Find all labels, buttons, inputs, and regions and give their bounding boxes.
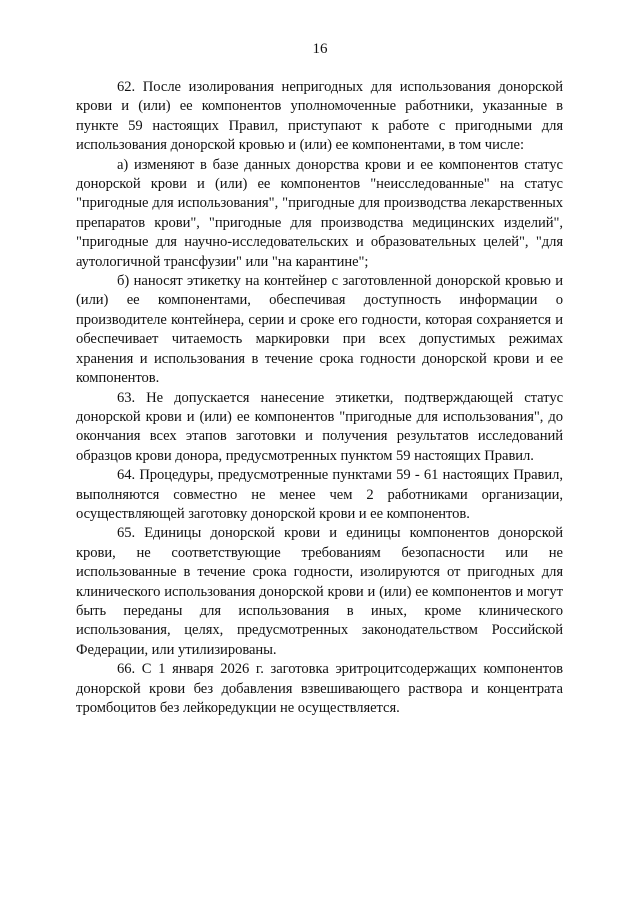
paragraph-62-item-a: а) изменяют в базе данных донорства крови и ее компонентов статус донорской крови и (или) ее компонентов "неисследованные" на статус "пригодные для использования", "пригодные для производства лекарственных препаратов крови", "пригодные для производства медицинских изделий", "пригодные для научно-исследовательских и образовательных целей", "для аутологичной трансфузии" или "на карантине"; <box>76 156 563 270</box>
paragraph-64: 64. Процедуры, предусмотренные пунктами 59 - 61 настоящих Правил, выполняются совместно не менее чем 2 работниками организации, осуществляющей заготовку донорской крови и ее компонентов. <box>76 467 563 522</box>
page-number: 16 <box>312 41 328 57</box>
paragraph-66: 66. С 1 января 2026 г. заготовка эритроцитсодержащих компонентов донорской крови без добавления взвешивающего раствора и концентрата тромбоцитов без лейкоредукции не осуществляется. <box>76 661 563 716</box>
paragraph-65: 65. Единицы донорской крови и единицы компонентов донорской крови, не соответствующие требованиям безопасности или не использованные в течение срока годности, изолируются от пригодных для клинического использования донорской крови и (или) ее компонентов и могут быть переданы для использования в иных, кроме клинического использования, целях, предусмотренных законодательством Российской Федерации, или утилизированы. <box>76 525 563 658</box>
paragraph-62-item-b: б) наносят этикетку на контейнер с заготовленной донорской кровью и (или) ее компонентами, обеспечивая доступность информации о производителе контейнера, серии и сроке его годности, которая сохраняется и обеспечивает читаемость маркировки при всех допустимых режимах хранения и использования в течение срока годности донорской крови и ее компонентов. <box>76 273 563 387</box>
paragraph-62: 62. После изолирования непригодных для использования донорской крови и (или) ее компонентов уполномоченные работники, указанные в пункте 59 настоящих Правил, приступают к работе с пригодными для использования донорской кровью и (или) ее компонентами, в том числе: <box>76 79 563 154</box>
paragraph-63: 63. Не допускается нанесение этикетки, подтверждающей статус донорской крови и (или) ее компонентов "пригодные для использования", до окончания всех этапов заготовки и получения результатов исследований образцов крови донора, предусмотренных пунктом 59 настоящих Правил. <box>76 389 563 464</box>
document-body <box>76 78 563 718</box>
